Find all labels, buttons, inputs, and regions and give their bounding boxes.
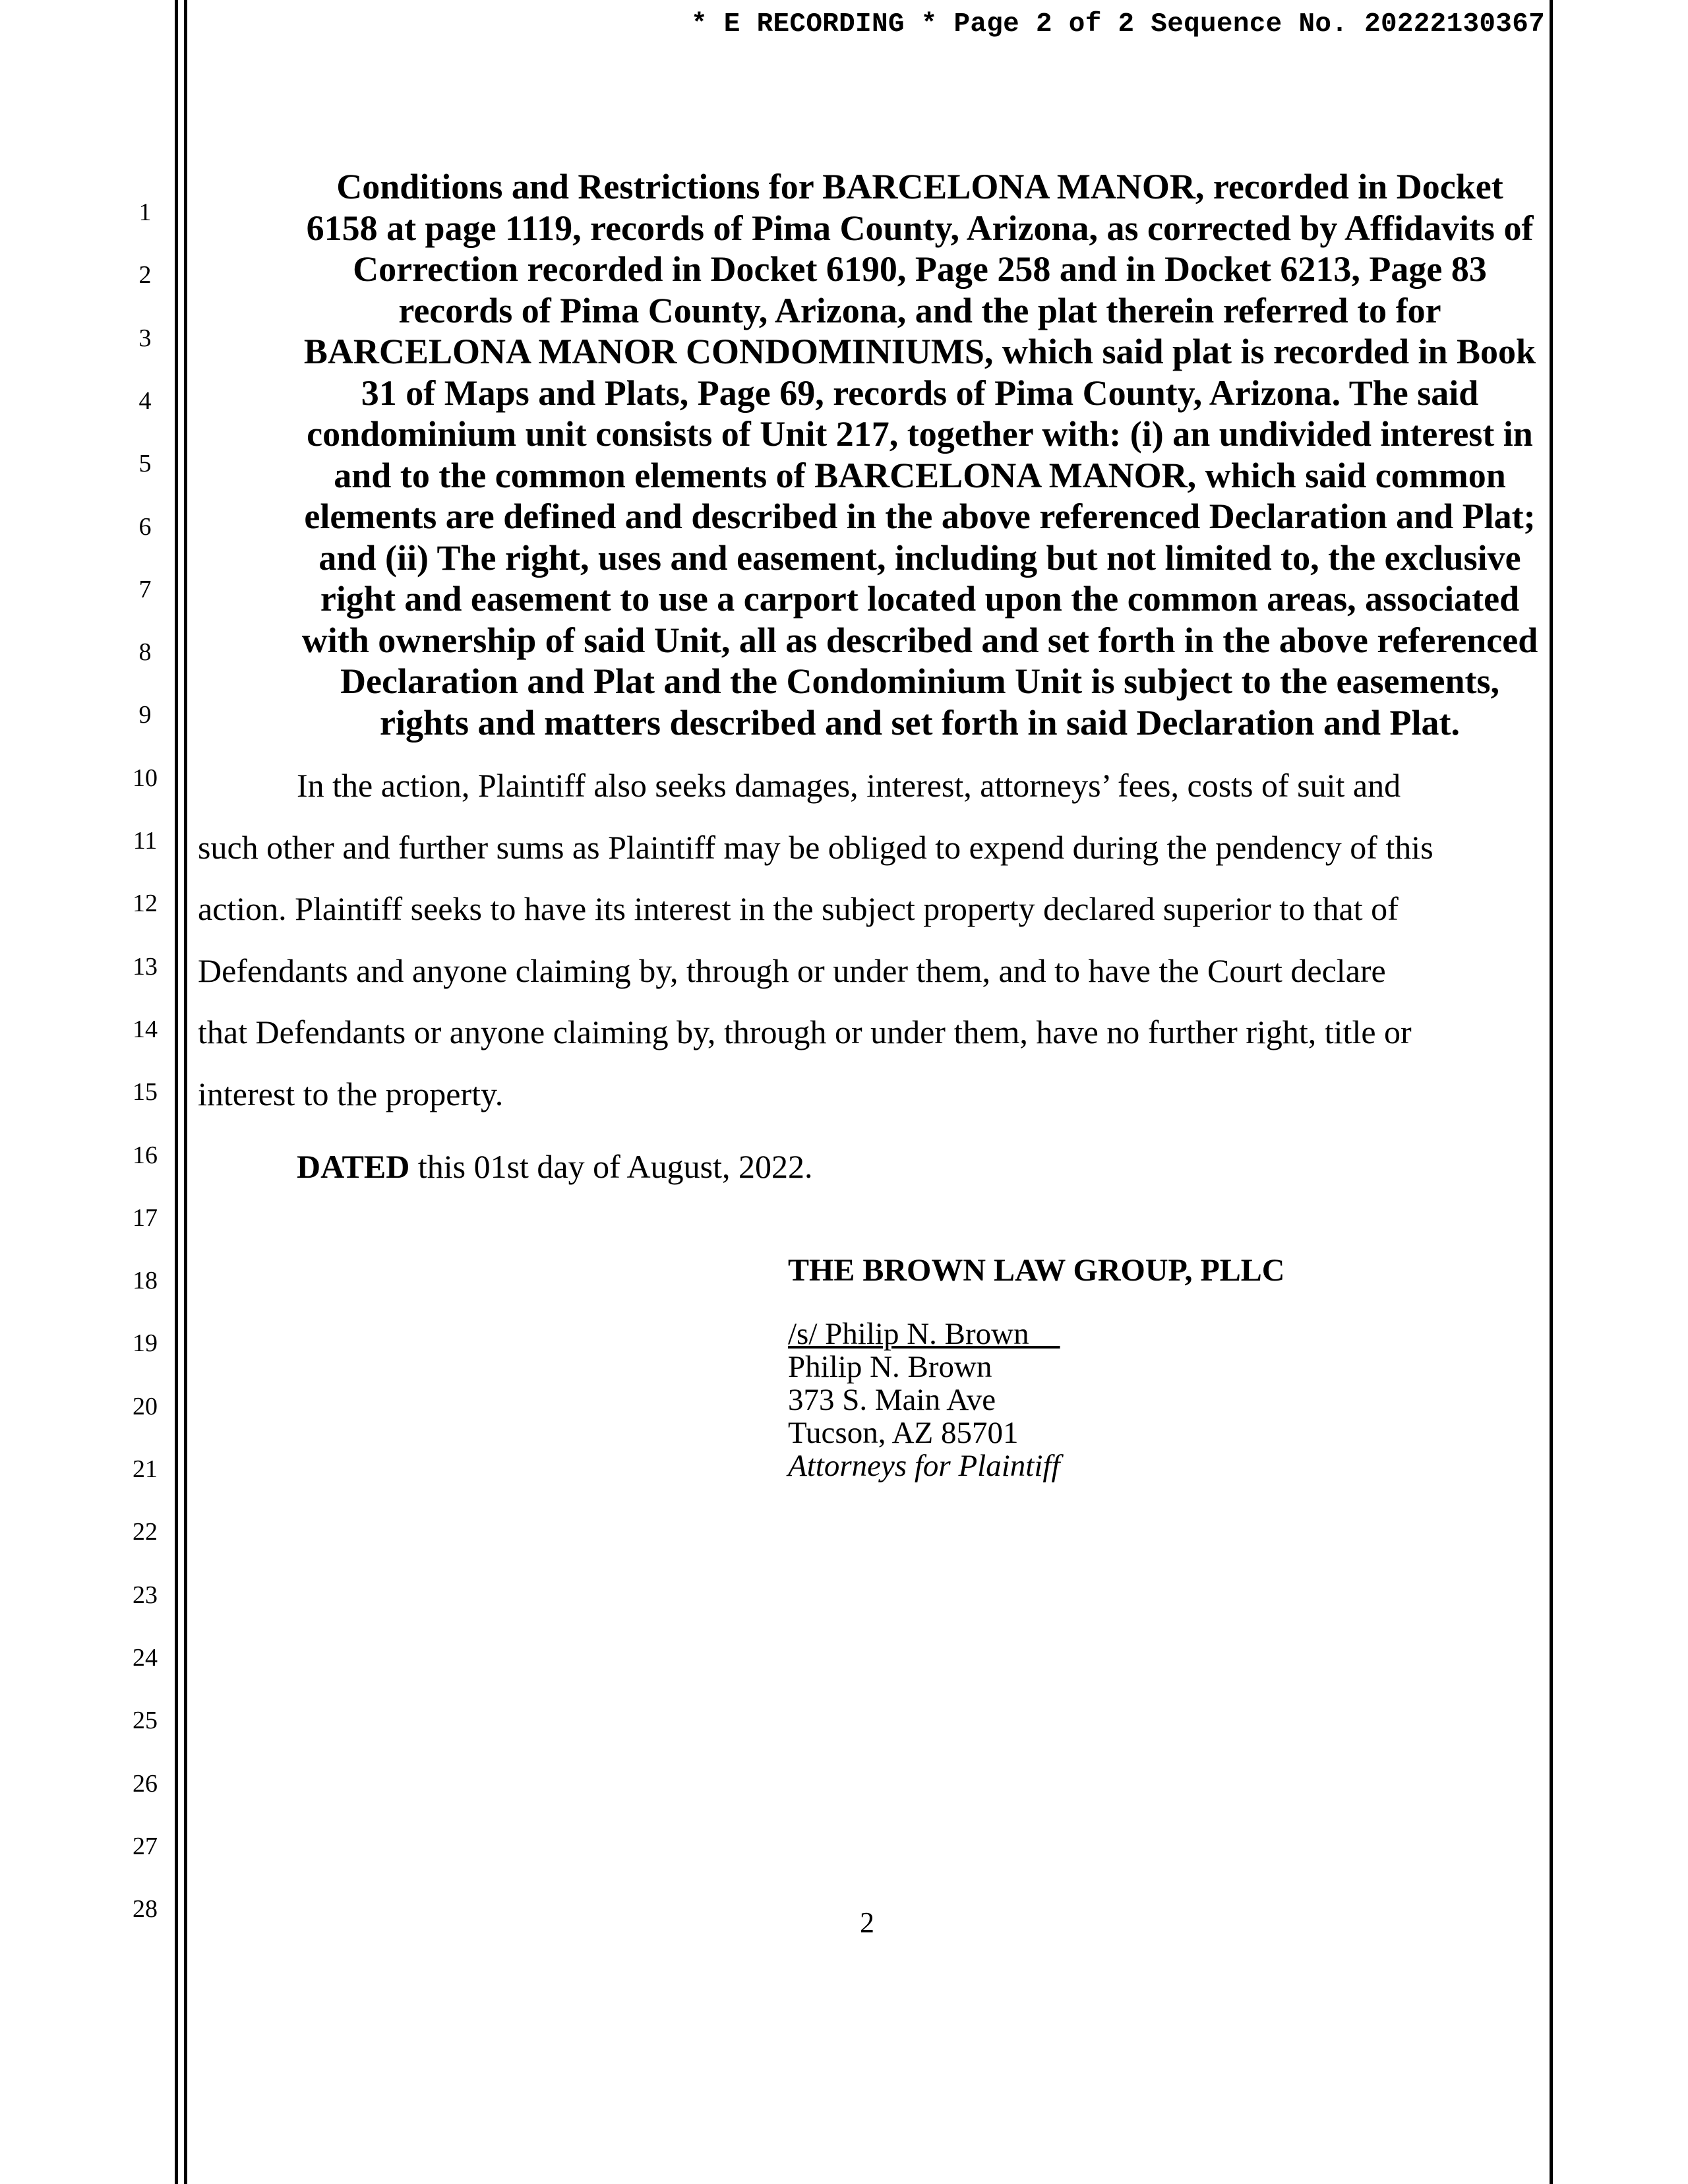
dated-line <box>297 1147 812 1186</box>
dated-text: this 01st day of August, 2022. <box>409 1148 813 1185</box>
legal-description-line: and (ii) The right, uses and easement, including but not limited to, the exclusive <box>318 537 1521 578</box>
line-number: 12 <box>133 890 158 918</box>
line-number: 24 <box>133 1643 158 1672</box>
line-number: 7 <box>138 575 152 603</box>
line-number: 18 <box>133 1267 158 1295</box>
line-number: 6 <box>138 512 152 541</box>
line-number: 25 <box>133 1707 158 1735</box>
legal-description-line: Correction recorded in Docket 6190, Page 258 and in Docket 6213, Page 83 <box>353 249 1487 289</box>
line-number: 4 <box>138 386 152 415</box>
legal-description-line: BARCELONA MANOR CONDOMINIUMS, which said plat is recorded in Book <box>303 332 1536 371</box>
line-number: 15 <box>133 1078 158 1107</box>
paragraph-line: action. Plaintiff seeks to have its interest in the subject property declared superior to that of <box>198 890 1399 927</box>
line-number: 14 <box>133 1015 158 1043</box>
line-number: 21 <box>133 1455 158 1483</box>
paragraph-line: Defendants and anyone claiming by, through or under them, and to have the Court declare <box>198 952 1386 989</box>
legal-description-line: Conditions and Restrictions for BARCELONA MANOR, recorded in Docket <box>336 167 1503 206</box>
attorney-name: Philip N. Brown <box>788 1350 992 1384</box>
line-number: 11 <box>133 827 158 855</box>
paragraph-line: In the action, Plaintiff also seeks damages, interest, attorneys’ fees, costs of suit and <box>297 767 1401 804</box>
line-number: 5 <box>138 450 152 478</box>
legal-description-paragraph <box>284 166 1556 743</box>
line-number: 1 <box>138 198 152 226</box>
line-number: 8 <box>138 638 152 667</box>
line-number: 28 <box>133 1895 158 1924</box>
signature-block <box>788 1254 1284 1482</box>
line-number: 23 <box>133 1581 158 1609</box>
paragraph-line: such other and further sums as Plaintiff may be obliged to expend during the pendency of this <box>198 828 1433 866</box>
electronic-signature: /s/ Philip N. Brown <box>788 1317 1060 1351</box>
line-number: 17 <box>133 1203 158 1232</box>
legal-description-line: rights and matters described and set forth in said Declaration and Plat. <box>380 702 1460 743</box>
line-number: 22 <box>133 1518 158 1546</box>
line-number: 27 <box>133 1832 158 1860</box>
dated-label: DATED <box>297 1148 410 1185</box>
line-number: 16 <box>133 1141 158 1169</box>
paragraph-line: interest to the property. <box>198 1075 504 1112</box>
line-number: 19 <box>133 1329 158 1358</box>
legal-description-line: with ownership of said Unit, all as described and set forth in the above referenced <box>301 620 1538 660</box>
relief-sought-paragraph <box>198 755 1556 1125</box>
paragraph-line: that Defendants or anyone claiming by, through or under them, have no further right, title or <box>198 1014 1412 1050</box>
line-number: 2 <box>138 261 152 289</box>
line-number: 26 <box>133 1769 158 1798</box>
legal-description-line: and to the common elements of BARCELONA MANOR, which said common <box>334 455 1506 495</box>
law-firm-name: THE BROWN LAW GROUP, PLLC <box>788 1253 1285 1288</box>
left-margin-rule-inner <box>184 0 187 2184</box>
line-number: 20 <box>133 1392 158 1420</box>
address-line-2: Tucson, AZ 85701 <box>788 1416 1019 1450</box>
page-number: 2 <box>860 1906 874 1939</box>
legal-description-line: 6158 at page 1119, records of Pima County, Arizona, as corrected by Affidavits of <box>306 208 1534 248</box>
line-number: 10 <box>133 764 158 792</box>
legal-description-line: Declaration and Plat and the Condominium Unit is subject to the easements, <box>340 661 1499 701</box>
line-number: 9 <box>138 701 152 729</box>
legal-description-line: right and easement to use a carport located upon the common areas, associated <box>320 579 1520 619</box>
legal-description-line: 31 of Maps and Plats, Page 69, records of Pima County, Arizona. The said <box>361 373 1479 413</box>
left-margin-rule-outer <box>175 0 178 2184</box>
attorney-role: Attorneys for Plaintiff <box>788 1449 1060 1483</box>
legal-description-line: elements are defined and described in the above referenced Declaration and Plat; <box>304 497 1536 536</box>
line-number: 13 <box>133 952 158 981</box>
line-number: 3 <box>138 324 152 352</box>
address-line-1: 373 S. Main Ave <box>788 1383 996 1417</box>
legal-description-line: condominium unit consists of Unit 217, together with: (i) an undivided interest in <box>307 414 1533 454</box>
legal-description-line: records of Pima County, Arizona, and the plat therein referred to for <box>398 290 1441 330</box>
recording-header-stamp: * E RECORDING * Page 2 of 2 Sequence No. 20222130367 <box>691 9 1546 40</box>
